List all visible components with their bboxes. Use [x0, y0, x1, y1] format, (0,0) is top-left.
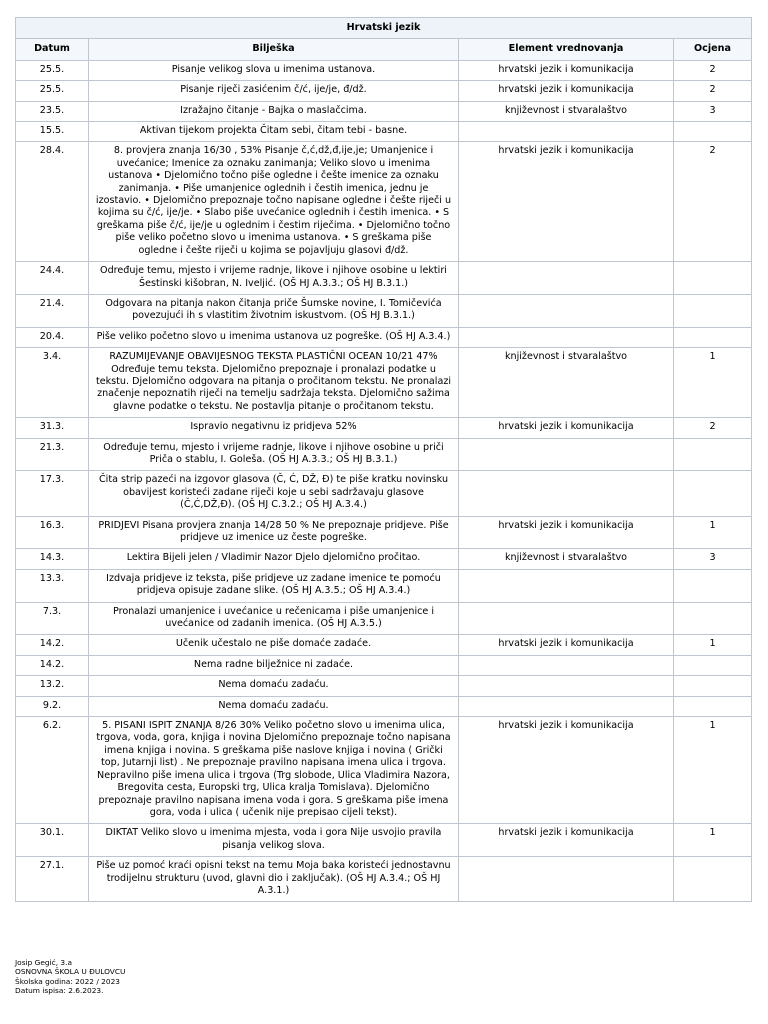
table-row	[16, 602, 752, 635]
cell-grade	[674, 327, 752, 347]
table-row	[16, 516, 752, 549]
cell-note: DIKTAT Veliko slovo u imenima mjesta, voda i gora Nije usvojio pravila pisanja velikog slova.	[89, 824, 459, 857]
table-row	[16, 81, 752, 101]
cell-note: Piše uz pomoć kraći opisni tekst na temu Moja baka koristeći jednostavnu trodijelnu strukturu (uvod, glavni dio i zaključak). (OŠ HJ A.3.4.; OŠ HJ A.3.1.)	[89, 857, 459, 902]
cell-grade: 1	[674, 717, 752, 824]
cell-date: 16.3.	[16, 516, 89, 549]
cell-element: književnost i stvaralaštvo	[459, 348, 674, 418]
footer-school: OSNOVNA ŠKOLA U ĐULOVCU	[15, 967, 126, 977]
cell-grade	[674, 676, 752, 696]
table-body	[16, 60, 752, 902]
cell-grade: 1	[674, 516, 752, 549]
cell-date: 24.4.	[16, 262, 89, 295]
table-row	[16, 471, 752, 516]
cell-element	[459, 327, 674, 347]
grades-page	[15, 17, 751, 902]
cell-note: Učenik učestalo ne piše domaće zadaće.	[89, 635, 459, 655]
cell-date: 21.3.	[16, 438, 89, 471]
cell-grade: 1	[674, 824, 752, 857]
cell-element	[459, 602, 674, 635]
cell-element: hrvatski jezik i komunikacija	[459, 717, 674, 824]
grades-table	[15, 17, 752, 902]
cell-element	[459, 294, 674, 327]
cell-date: 28.4.	[16, 142, 89, 262]
cell-date: 14.2.	[16, 655, 89, 675]
footer-student: Josip Gegić, 3.a	[15, 958, 73, 967]
cell-note: Odgovara na pitanja nakon čitanja priče Šumske novine, I. Tomičevića povezujući ih s vlastitim životnim iskustvom. (OŠ HJ B.3.1.)	[89, 294, 459, 327]
cell-note: Nema domaću zadaću.	[89, 676, 459, 696]
table-row	[16, 696, 752, 716]
cell-grade: 1	[674, 348, 752, 418]
cell-grade	[674, 569, 752, 602]
cell-note: Pisanje riječi zasićenim č/ć, ije/je, đ/dž.	[89, 81, 459, 101]
cell-element: književnost i stvaralaštvo	[459, 101, 674, 121]
cell-element: hrvatski jezik i komunikacija	[459, 635, 674, 655]
cell-grade: 3	[674, 101, 752, 121]
table-row	[16, 635, 752, 655]
cell-grade	[674, 294, 752, 327]
cell-date: 31.3.	[16, 418, 89, 438]
cell-date: 15.5.	[16, 122, 89, 142]
cell-grade	[674, 438, 752, 471]
cell-element: hrvatski jezik i komunikacija	[459, 60, 674, 80]
header-element: Element vrednovanja	[459, 39, 674, 60]
cell-note: Aktivan tijekom projekta Čitam sebi, čitam tebi - basne.	[89, 122, 459, 142]
cell-element: hrvatski jezik i komunikacija	[459, 418, 674, 438]
cell-grade: 3	[674, 549, 752, 569]
cell-date: 27.1.	[16, 857, 89, 902]
cell-note: 5. PISANI ISPIT ZNANJA 8/26 30% Veliko početno slovo u imenima ulica, trgova, voda, gora, knjiga i novina Djelomično prepoznaje točno napisana imena knjiga i novina. S greškama piše naslove knjiga i novina ( Grički top, Jutarnji list) . Ne prepoznaje pravilno napisana imena ulica i trgova. Nepravilno piše imena ulica i trgova (Trg slobode, Ulica Vladimira Nazora, Bregovita cesta, Europski trg, Ulica kralja Tomislava). Djelomično prepoznaje pravilno napisana imena voda i gora. S greškama piše imena gora, voda i ulica ( učenik nije prepisao cijeli tekst).	[89, 717, 459, 824]
table-row	[16, 60, 752, 80]
table-header-row	[16, 39, 752, 60]
table-row	[16, 569, 752, 602]
cell-grade: 1	[674, 635, 752, 655]
table-row	[16, 438, 752, 471]
cell-date: 25.5.	[16, 60, 89, 80]
cell-note: Izražajno čitanje - Bajka o maslačcima.	[89, 101, 459, 121]
cell-note: Lektira Bijeli jelen / Vladimir Nazor Djelo djelomično pročitao.	[89, 549, 459, 569]
header-note: Bilješka	[89, 39, 459, 60]
cell-grade: 2	[674, 418, 752, 438]
cell-date: 14.3.	[16, 549, 89, 569]
cell-note: Pronalazi umanjenice i uvećanice u rečenicama i piše umanjenice i uvećanice od zadanih imenica. (OŠ HJ A.3.5.)	[89, 602, 459, 635]
cell-element	[459, 655, 674, 675]
cell-grade	[674, 655, 752, 675]
cell-grade	[674, 696, 752, 716]
cell-date: 3.4.	[16, 348, 89, 418]
cell-note: RAZUMIJEVANJE OBAVIJESNOG TEKSTA PLASTIČNI OCEAN 10/21 47% Određuje temu teksta. Djelomično prepoznaje i pronalazi podatke u tekstu. Djelomično odgovara na pitanja o pročitanom tekstu. Ne pronalazi značenje nepoznatih riječi na temelju sadržaja teksta. Djelomično sažima glavne podatke o tekstu. Ne postavlja pitanje o pročitanom tekstu.	[89, 348, 459, 418]
cell-note: Izdvaja pridjeve iz teksta, piše pridjeve uz zadane imenice te pomoću pridjeva opisuje zadane slike. (OŠ HJ A.3.5.; OŠ HJ A.3.4.)	[89, 569, 459, 602]
cell-element: hrvatski jezik i komunikacija	[459, 824, 674, 857]
cell-note: Nema radne bilježnice ni zadaće.	[89, 655, 459, 675]
cell-date: 21.4.	[16, 294, 89, 327]
cell-date: 14.2.	[16, 635, 89, 655]
table-row	[16, 122, 752, 142]
cell-element	[459, 857, 674, 902]
cell-grade: 2	[674, 60, 752, 80]
table-row	[16, 676, 752, 696]
table-row	[16, 142, 752, 262]
cell-element	[459, 676, 674, 696]
cell-note: 8. provjera znanja 16/30 , 53% Pisanje č,ć,dž,đ,ije,je; Umanjenice i uvećanice; Imenice za oznaku zanimanja; Veliko slovo u imenima ustanova • Djelomično točno piše ogledne i češte imenice za oznaku zanimanja. • Piše umanjenice oglednih i čestih imenica, jednu je izostavio. • Djelomično prepoznaje točno napisane ogledne i češte riječi u kojima su č/ć, ije/je. • Slabo piše uvećanice oglednih i čestih imenica. • S greškama piše č/ć, ije/je u oglednim i čestim riječima. • Djelomično točno piše veliko početno slovo u imenima ustanova. • S greškama piše ogledne i češte riječi u kojima se pojavljuju glasovi đ/dž.	[89, 142, 459, 262]
cell-note: Pisanje velikog slova u imenima ustanova.	[89, 60, 459, 80]
table-title: Hrvatski jezik	[16, 18, 752, 39]
cell-date: 30.1.	[16, 824, 89, 857]
cell-date: 13.3.	[16, 569, 89, 602]
cell-grade	[674, 122, 752, 142]
cell-grade	[674, 471, 752, 516]
cell-note: Čita strip pazeći na izgovor glasova (Č, Ć, DŽ, Đ) te piše kratku novinsku obavijest koristeći zadane riječi koje u sebi sadržavaju glasove (Č,Ć,DŽ,Đ). (OŠ HJ C.3.2.; OŠ HJ A.3.4.)	[89, 471, 459, 516]
cell-date: 17.3.	[16, 471, 89, 516]
table-row	[16, 348, 752, 418]
cell-grade	[674, 602, 752, 635]
cell-date: 9.2.	[16, 696, 89, 716]
cell-note: PRIDJEVI Pisana provjera znanja 14/28 50 % Ne prepoznaje pridjeve. Piše pridjeve uz imenice uz česte pogreške.	[89, 516, 459, 549]
cell-note: Određuje temu, mjesto i vrijeme radnje, likove i njihove osobine u priči Priča o stablu, I. Goleša. (OŠ HJ A.3.3.; OŠ HJ B.3.1.)	[89, 438, 459, 471]
cell-element: hrvatski jezik i komunikacija	[459, 81, 674, 101]
cell-note: Određuje temu, mjesto i vrijeme radnje, likove i njihove osobine u lektiri Šestinski kišobran, N. Iveljić. (OŠ HJ A.3.3.; OŠ HJ B.3.1.)	[89, 262, 459, 295]
footer-print-date: Datum ispisa: 2.6.2023.	[15, 986, 104, 996]
cell-element	[459, 438, 674, 471]
cell-grade	[674, 857, 752, 902]
cell-date: 7.3.	[16, 602, 89, 635]
cell-element	[459, 471, 674, 516]
table-row	[16, 824, 752, 857]
table-title-row	[16, 18, 752, 39]
cell-element: književnost i stvaralaštvo	[459, 549, 674, 569]
header-date: Datum	[16, 39, 89, 60]
cell-note: Piše veliko početno slovo u imenima ustanova uz pogreške. (OŠ HJ A.3.4.)	[89, 327, 459, 347]
footer-school-year: Školska godina: 2022 / 2023	[15, 976, 120, 986]
cell-element	[459, 122, 674, 142]
cell-element	[459, 262, 674, 295]
cell-grade: 2	[674, 81, 752, 101]
cell-date: 6.2.	[16, 717, 89, 824]
header-grade: Ocjena	[674, 39, 752, 60]
cell-grade	[674, 262, 752, 295]
table-row	[16, 717, 752, 824]
cell-date: 23.5.	[16, 101, 89, 121]
cell-note: Ispravio negativnu iz pridjeva 52%	[89, 418, 459, 438]
cell-date: 25.5.	[16, 81, 89, 101]
table-row	[16, 262, 752, 295]
table-row	[16, 294, 752, 327]
cell-element	[459, 569, 674, 602]
table-row	[16, 418, 752, 438]
cell-element: hrvatski jezik i komunikacija	[459, 142, 674, 262]
table-row	[16, 549, 752, 569]
table-row	[16, 857, 752, 902]
footer	[15, 958, 125, 996]
cell-note: Nema domaću zadaću.	[89, 696, 459, 716]
cell-element: hrvatski jezik i komunikacija	[459, 516, 674, 549]
cell-date: 20.4.	[16, 327, 89, 347]
cell-element	[459, 696, 674, 716]
table-row	[16, 327, 752, 347]
table-row	[16, 655, 752, 675]
cell-date: 13.2.	[16, 676, 89, 696]
cell-grade: 2	[674, 142, 752, 262]
table-row	[16, 101, 752, 121]
